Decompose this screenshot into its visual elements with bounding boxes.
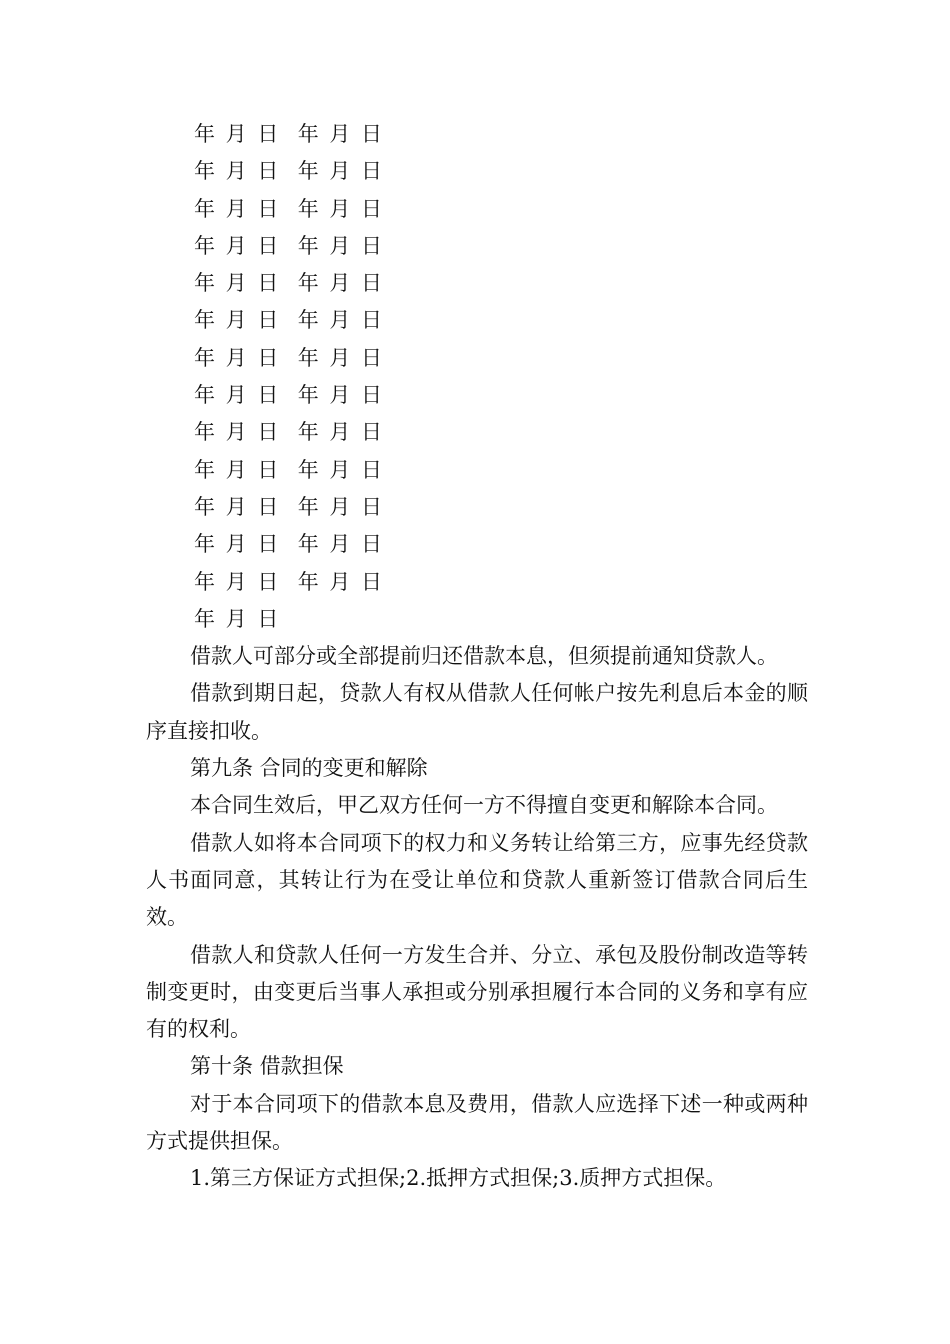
- date-line: 年 月 日 年 月 日: [194, 233, 385, 258]
- date-line: 年 月 日 年 月 日: [194, 159, 385, 184]
- guarantee-choice-paragraph: 对于本合同项下的借款本息及费用，借款人应选择下述一种或两种方式提供担保。: [146, 1091, 808, 1154]
- date-line: 年 月 日 年 月 日: [194, 122, 385, 146]
- transfer-paragraph: 借款人如将本合同项下的权力和义务转让给第三方，应事先经贷款人书面同意，其转让行为在受让单位和贷款人重新签订借款合同后生效。: [146, 830, 808, 930]
- date-line: 年 月 日 年 月 日: [194, 383, 385, 408]
- maturity-deduction-paragraph: 借款到期日起，贷款人有权从借款人任何帐户按先利息后本金的顺序直接扣收。: [146, 681, 808, 743]
- date-line: 年 月 日 年 月 日: [194, 569, 385, 594]
- restructure-paragraph: 借款人和贷款人任何一方发生合并、分立、承包及股份制改造等转制变更时，由变更后当事人承担或分别承担履行本合同的义务和享有应有的权利。: [146, 942, 808, 1042]
- date-line: 年 月 日 年 月 日: [194, 457, 385, 482]
- prepayment-paragraph: 借款人可部分或全部提前归还借款本息，但须提前通知贷款人。: [190, 644, 778, 669]
- date-line: 年 月 日: [194, 606, 281, 631]
- date-line: 年 月 日 年 月 日: [194, 494, 385, 519]
- article-10-heading: 第十条 借款担保: [190, 1054, 344, 1079]
- date-line: 年 月 日 年 月 日: [194, 420, 385, 445]
- article-9-heading: 第九条 合同的变更和解除: [190, 756, 428, 781]
- date-line: 年 月 日 年 月 日: [194, 345, 385, 370]
- document-body: [146, 116, 808, 1198]
- date-line: 年 月 日 年 月 日: [194, 308, 385, 333]
- no-unilateral-change-paragraph: 本合同生效后，甲乙双方任何一方不得擅自变更和解除本合同。: [190, 793, 778, 818]
- date-line: 年 月 日 年 月 日: [194, 196, 385, 221]
- guarantee-types-paragraph: 1.第三方保证方式担保;2.抵押方式担保;3.质押方式担保。: [190, 1166, 727, 1191]
- date-line: 年 月 日 年 月 日: [194, 532, 385, 557]
- date-line: 年 月 日 年 月 日: [194, 271, 385, 296]
